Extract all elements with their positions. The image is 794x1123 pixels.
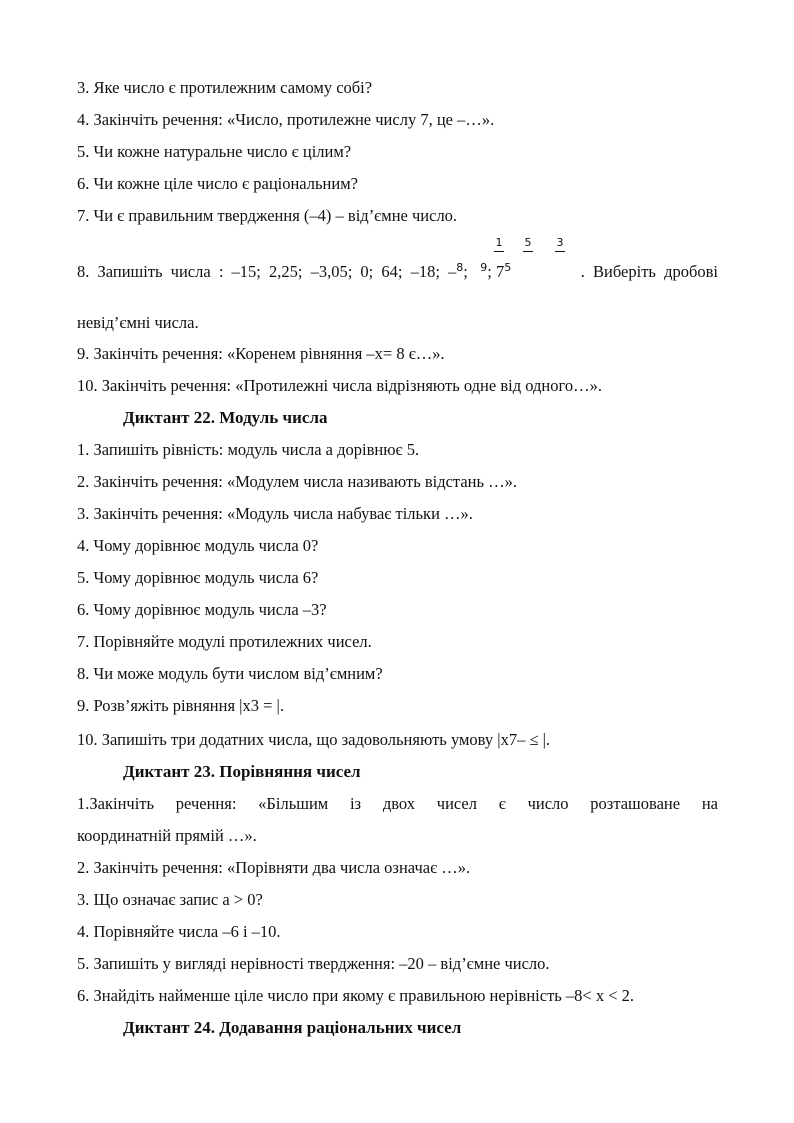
question-line: 2. Закінчіть речення: «Модулем числа називають відстань …».: [77, 472, 518, 491]
fraction-2-denominator: 9: [480, 261, 488, 274]
question-line: 7. Чи є правильним твердження (–4) – від’ємне число.: [77, 206, 458, 225]
item8-sep: ;: [463, 262, 472, 281]
question-line: 1.Закінчіть речення: «Більшим із двох чисел є число розташоване на: [77, 794, 718, 813]
question-line: 4. Порівняйте числа –6 і –10.: [77, 922, 281, 941]
question-line: координатній прямій …».: [77, 826, 257, 845]
question-line: 5. Чому дорівнює модуль числа 6?: [77, 568, 319, 587]
question-line: невід’ємні числа.: [77, 313, 199, 332]
question-line: 5. Чи кожне натуральне число є цілим?: [77, 142, 352, 161]
fraction-3-denominator: 5: [504, 261, 512, 274]
question-line: 2. Закінчіть речення: «Порівняти два числа означає …».: [77, 858, 471, 877]
section-heading-24: Диктант 24. Додавання раціональних чисел: [123, 1018, 462, 1037]
item8-suffix: . Виберіть дробові: [580, 262, 718, 281]
section-heading-22: Диктант 22. Модуль числа: [123, 408, 328, 427]
question-line-8: [77, 262, 718, 284]
question-line: 6. Чому дорівнює модуль числа –3?: [77, 600, 327, 619]
question-line: 3. Що означає запис a > 0?: [77, 890, 263, 909]
fraction-3-numerator: 3: [555, 237, 565, 252]
section-heading-23: Диктант 23. Порівняння чисел: [123, 762, 361, 781]
fraction-2-numerator: 5: [523, 237, 533, 252]
fraction-1-denominator: 8: [456, 261, 464, 274]
question-line: 9. Розв’яжіть рівняння |x3 = |.: [77, 696, 284, 715]
question-line: 5. Запишіть у вигляді нерівності твердження: –20 – від’ємне число.: [77, 954, 550, 973]
item8-sep: ; 7: [487, 262, 505, 281]
question-line: 1. Запишіть рівність: модуль числа а дорівнює 5.: [77, 440, 420, 459]
question-line: 6. Чи кожне ціле число є раціональним?: [77, 174, 358, 193]
question-line: 4. Закінчіть речення: «Число, протилежне числу 7, це –…».: [77, 110, 495, 129]
question-line: 9. Закінчіть речення: «Коренем рівняння –x= 8 є…».: [77, 344, 445, 363]
question-line: 6. Знайдіть найменше ціле число при якому є правильною нерівність –8< x < 2.: [77, 986, 635, 1005]
question-line: 10. Запишіть три додатних числа, що задовольняють умову |x7– ≤ |.: [77, 730, 551, 749]
question-line: 3. Яке число є протилежним самому собі?: [77, 78, 373, 97]
question-line: 7. Порівняйте модулі протилежних чисел.: [77, 632, 372, 651]
fraction-1-numerator: 1: [494, 237, 504, 252]
item8-prefix: 8. Запишіть числа : –15; 2,25; –3,05; 0; 64; –18; –: [77, 262, 457, 281]
question-line: 4. Чому дорівнює модуль числа 0?: [77, 536, 319, 555]
question-line: 10. Закінчіть речення: «Протилежні числа відрізняють одне від одного…».: [77, 376, 602, 395]
question-line: 3. Закінчіть речення: «Модуль числа набуває тільки …».: [77, 504, 473, 523]
question-line: 8. Чи може модуль бути числом від’ємним?: [77, 664, 383, 683]
